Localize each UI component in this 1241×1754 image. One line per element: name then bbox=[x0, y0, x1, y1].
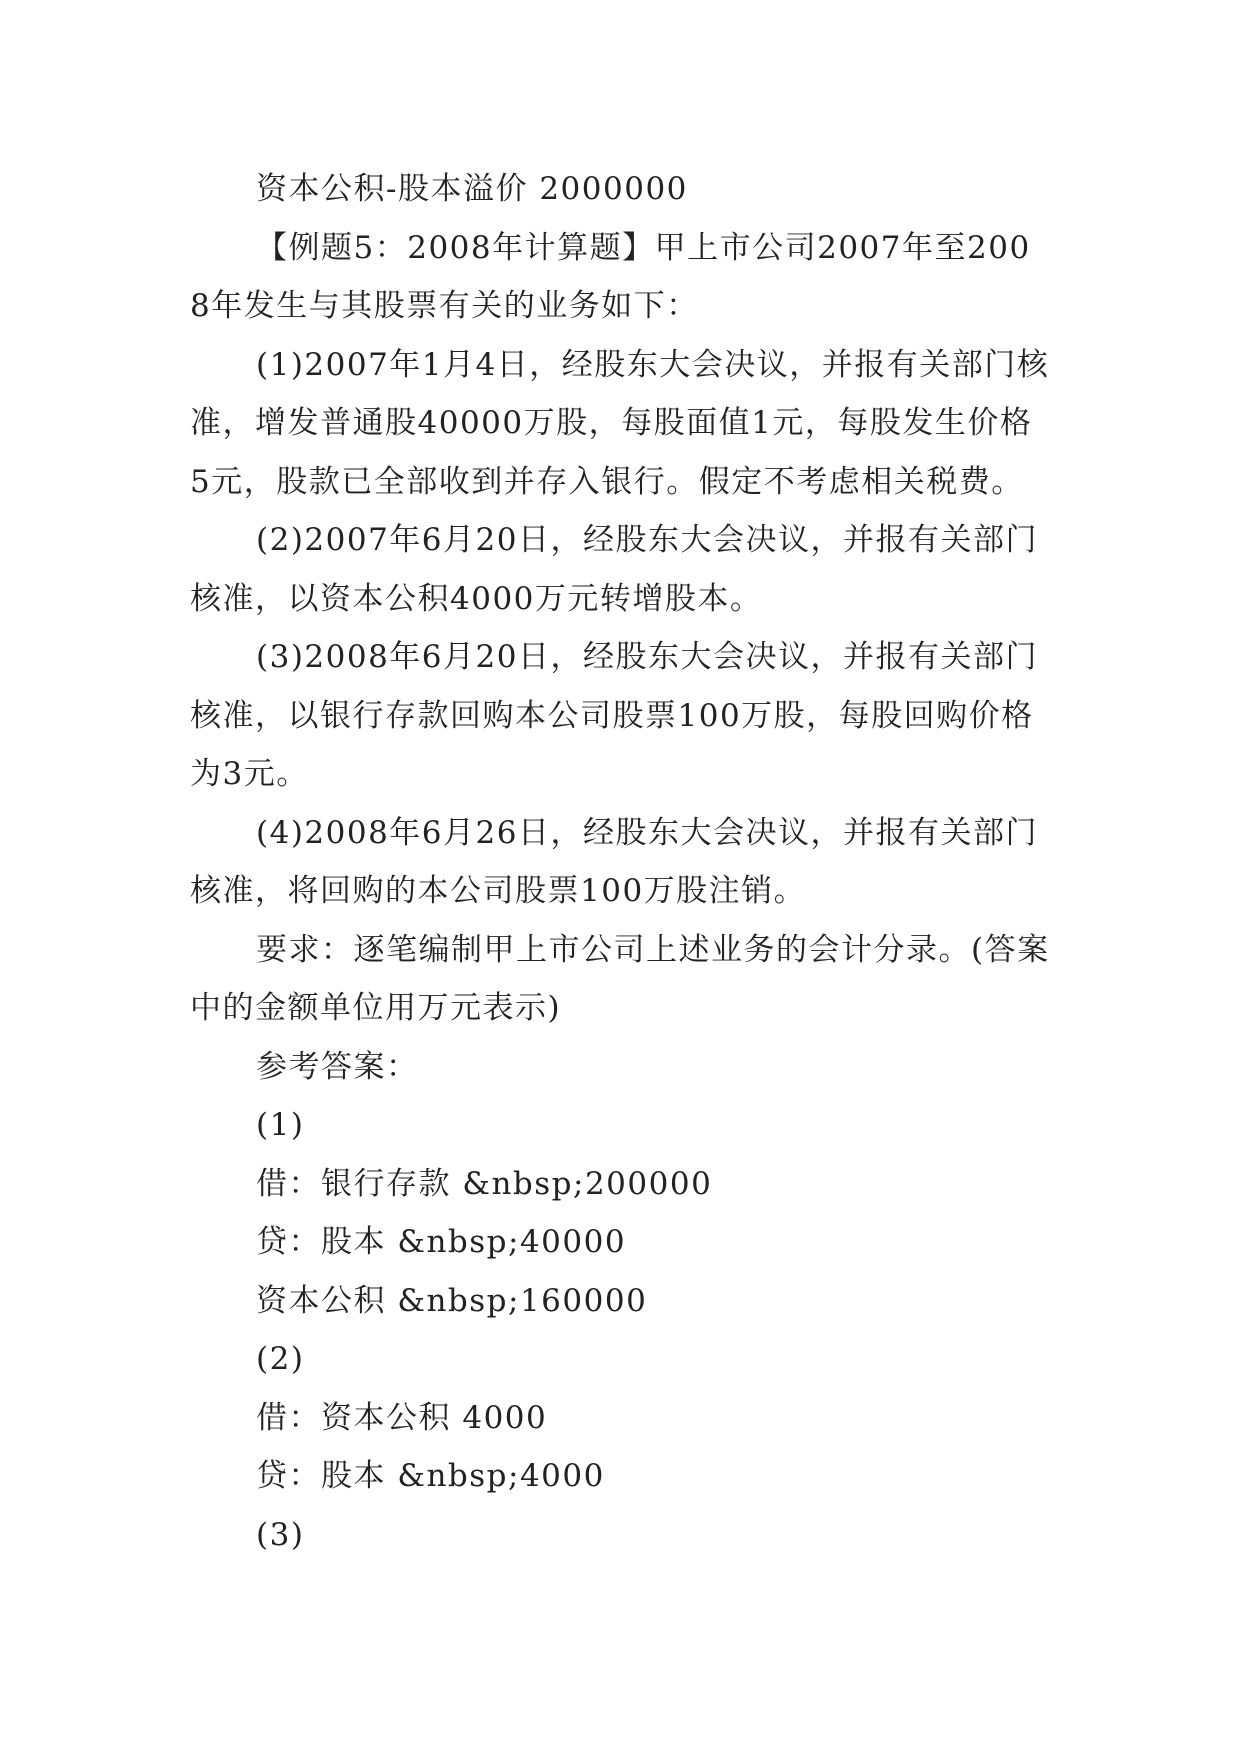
answer-2-label: (2) bbox=[256, 1341, 305, 1377]
answer-2-debit: 借：资本公积 4000 bbox=[256, 1399, 548, 1436]
answer-3-label: (3) bbox=[256, 1516, 305, 1553]
requirement: 要求：逐笔编制甲上市公司上述业务的会计分录。(答案中的金额单位用万元表示) bbox=[190, 931, 1050, 1026]
answer-heading: 参考答案： bbox=[256, 1048, 419, 1085]
question-item-3: (3)2008年6月20日，经股东大会决议，并报有关部门核准，以银行存款回购本公司股票100万股，每股回购价格为3元。 bbox=[190, 639, 1038, 792]
question-item-2: (2)2007年6月20日，经股东大会决议，并报有关部门核准，以资本公积4000万元转增股本。 bbox=[190, 522, 1038, 617]
answer-1-credit-stock: 贷：股本 &nbsp;40000 bbox=[256, 1224, 627, 1260]
answer-1-label: (1) bbox=[256, 1107, 305, 1143]
question-item-1: (1)2007年1月4日，经股东大会决议，并报有关部门核准，增发普通股40000万股，每股面值1元，每股发生价格5元，股款已全部收到并存入银行。假定不考虑相关税费。 bbox=[190, 346, 1050, 500]
answer-1-debit: 借：银行存款 &nbsp;200000 bbox=[256, 1165, 713, 1202]
opening-line: 资本公积-股本溢价 2000000 bbox=[256, 171, 688, 207]
answer-1-credit-capital-reserve: 资本公积 &nbsp;160000 bbox=[256, 1282, 648, 1319]
answer-2-credit: 贷：股本 &nbsp;4000 bbox=[256, 1458, 605, 1494]
example-intro: 【例题5：2008年计算题】甲上市公司2007年至2008年发生与其股票有关的业务如下： bbox=[190, 229, 1031, 324]
document-body bbox=[190, 160, 1050, 1564]
question-item-4: (4)2008年6月26日，经股东大会决议，并报有关部门核准，将回购的本公司股票100万股注销。 bbox=[190, 814, 1038, 909]
